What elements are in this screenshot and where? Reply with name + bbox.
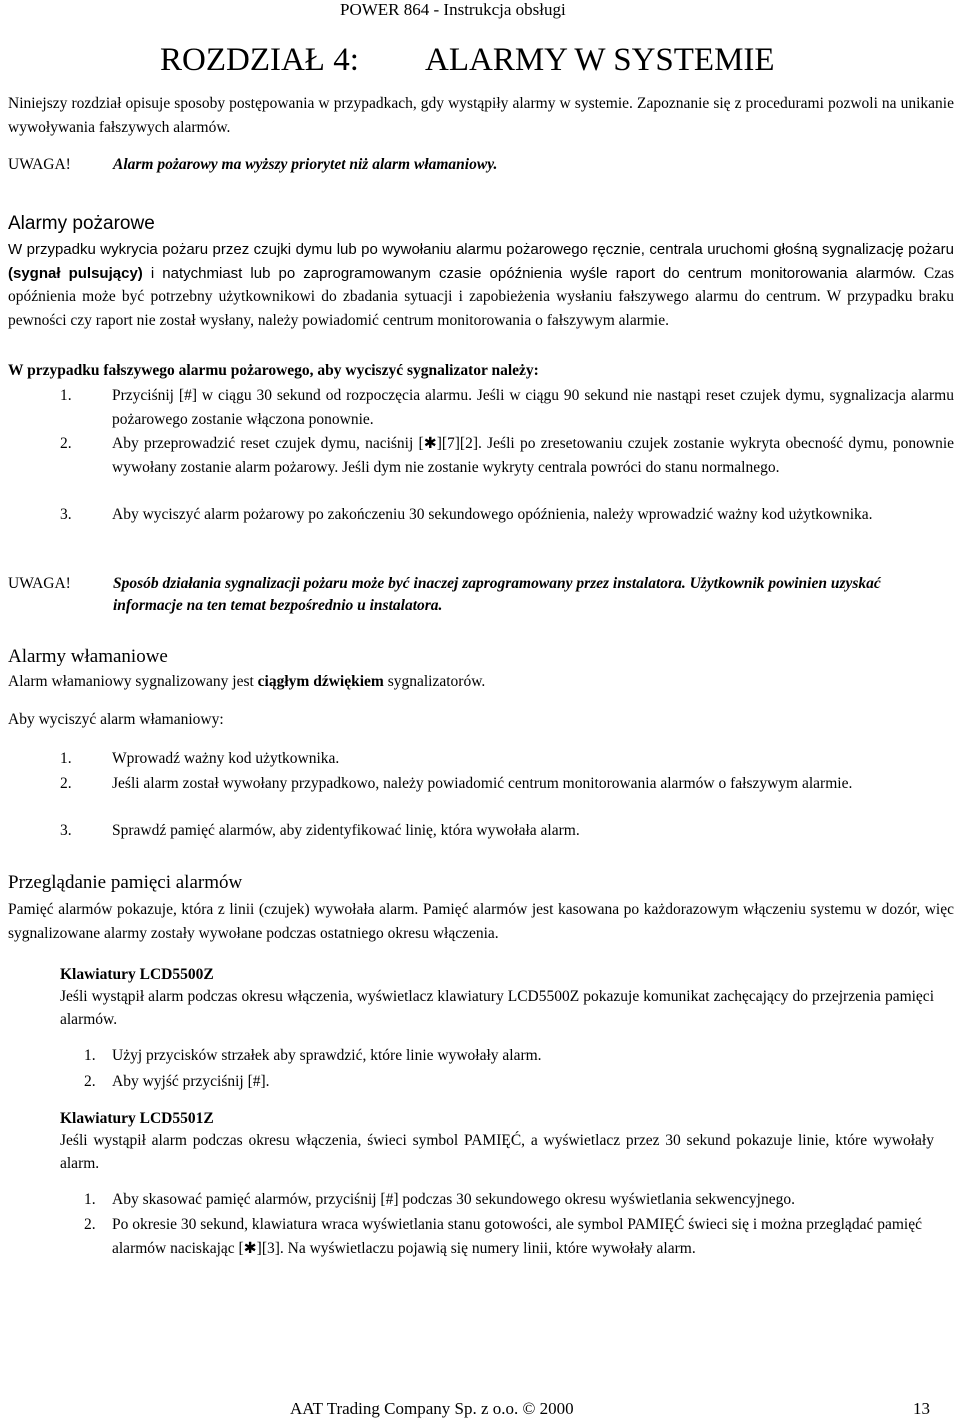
burglary-text-2: sygnalizatorów. bbox=[383, 673, 486, 690]
warning-text: Sposób działania sygnalizacji pożaru może być inaczej zaprogramowany przez instalatora. Użytkownik powinien uzyskać informacje na ten temat bezpośrednio u instalatora. bbox=[113, 575, 881, 614]
list-number: 3. bbox=[60, 506, 72, 523]
list-text: Przyciśnij [#] w ciągu 30 sekund od rozpoczęcia alarmu. Jeśli w ciągu 90 sekund nie nastąpi reset czujek dymu, sygnalizacja alarmu pożarowego zostanie włączona ponownie. bbox=[112, 387, 954, 428]
burglary-paragraph bbox=[8, 670, 954, 694]
list-number: 2. bbox=[60, 775, 72, 792]
burglary-text-bold: ciągłym dźwiękiem bbox=[257, 673, 384, 690]
subheading-lcd5501z: Klawiatury LCD5501Z bbox=[60, 1110, 214, 1127]
list-text: Aby przeprowadzić reset czujek dymu, naciśnij [✱][7][2]. Jeśli po zresetowaniu czujek zostanie wykryta obecność dymu, ponownie wywołany zostanie alarm pożarowy. Jeśli dym nie zostanie wykryty centrala powróci do stanu normalnego. bbox=[112, 435, 954, 476]
subheading-lcd5500z: Klawiatury LCD5500Z bbox=[60, 966, 214, 983]
list-number: 3. bbox=[60, 822, 72, 839]
list-text: Aby wyciszyć alarm pożarowy po zakończeniu 30 sekundowego opóźnienia, należy wprowadzić ważny kod użytkownika. bbox=[112, 506, 873, 523]
list-number: 2. bbox=[84, 1073, 96, 1090]
warning-tag: UWAGA! bbox=[8, 575, 71, 592]
chapter-number: ROZDZIAŁ 4: bbox=[160, 42, 359, 78]
list-number: 2. bbox=[60, 435, 72, 452]
lcd5501z-paragraph: Jeśli wystąpił alarm podczas okresu włączenia, świeci symbol PAMIĘĆ, a wyświetlacz przez 30 sekund pokazuje linie, które wywołały alarm. bbox=[60, 1132, 934, 1172]
list-number: 1. bbox=[84, 1047, 96, 1064]
fire-text-3: Czas opóźnienia może być potrzebny użytkownikowi do zbadania sytuacji i zapobieżenia wysłaniu fałszywego alarmu do centrum. W przypadku braku pewności czy raport nie został wysłany, należy powiadomić centrum monitorowania o fałszywym alarmie. bbox=[8, 264, 954, 329]
list-number: 1. bbox=[60, 750, 72, 767]
fire-text-1: W przypadku wykrycia pożaru przez czujki dymu lub po wywołaniu alarmu pożarowego ręcznie, centrala uruchomi głośną sygnalizację pożaru bbox=[8, 241, 954, 258]
burglary-text-1: Alarm włamaniowy sygnalizowany jest bbox=[8, 673, 258, 690]
warning-tag: UWAGA! bbox=[8, 156, 71, 173]
list-text: Aby wyjść przyciśnij [#]. bbox=[112, 1073, 270, 1090]
chapter-name: ALARMY W SYSTEMIE bbox=[425, 42, 775, 78]
list-text: Aby skasować pamięć alarmów, przyciśnij [#] podczas 30 sekundowego okresu wyświetlania sekwencyjnego. bbox=[112, 1191, 795, 1208]
list-text: Sprawdź pamięć alarmów, aby zidentyfikować linię, która wywołała alarm. bbox=[112, 822, 580, 839]
list-text: Użyj przycisków strzałek aby sprawdzić, które linie wywołały alarm. bbox=[112, 1047, 542, 1064]
running-header: POWER 864 - Instrukcja obsługi bbox=[340, 0, 566, 19]
lcd5500z-paragraph: Jeśli wystąpił alarm podczas okresu włączenia, wyświetlacz klawiatury LCD5500Z pokazuje komunikat zachęcający do przejrzenia pamięci alarmów. bbox=[60, 988, 934, 1028]
burglary-silence-text: Aby wyciszyć alarm włamaniowy: bbox=[8, 711, 224, 728]
section-heading-burglary: Alarmy włamaniowe bbox=[8, 646, 168, 667]
fire-text-bold: (sygnał pulsujący) bbox=[8, 264, 143, 282]
warning-text: Alarm pożarowy ma wyższy priorytet niż alarm włamaniowy. bbox=[113, 156, 498, 173]
section-heading-fire: Alarmy pożarowe bbox=[8, 213, 155, 234]
fire-paragraph bbox=[8, 238, 954, 332]
page-footer bbox=[290, 1398, 930, 1420]
false-alarm-heading: W przypadku fałszywego alarmu pożarowego, aby wyciszyć sygnalizator należy: bbox=[8, 362, 539, 379]
list-number: 1. bbox=[60, 387, 72, 404]
list-number: 2. bbox=[84, 1216, 96, 1233]
list-number: 1. bbox=[84, 1191, 96, 1208]
intro-paragraph: Niniejszy rozdział opisuje sposoby postępowania w przypadkach, gdy wystąpiły alarmy w systemie. Zapoznanie się z procedurami pozwoli na unikanie wywoływania fałszywych alarmów. bbox=[8, 95, 954, 136]
list-text: Jeśli alarm został wywołany przypadkowo, należy powiadomić centrum monitorowania alarmów o fałszywym alarmie. bbox=[112, 775, 853, 792]
footer-company: AAT Trading Company Sp. z o.o. © 2000 bbox=[290, 1399, 574, 1418]
memory-paragraph: Pamięć alarmów pokazuje, która z linii (czujek) wywołała alarm. Pamięć alarmów jest kasowana po każdorazowym włączeniu systemu w dozór, więc sygnalizowane alarmy zostały wywołane podczas ostatniego okresu włączenia. bbox=[8, 901, 954, 942]
list-text: Wprowadź ważny kod użytkownika. bbox=[112, 750, 340, 767]
chapter-title bbox=[160, 40, 775, 80]
fire-text-2: i natychmiast lub po zaprogramowanym czasie opóźnienia wyśle raport do centrum monitorowania alarmów. bbox=[142, 264, 916, 282]
list-text: Po okresie 30 sekund, klawiatura wraca wyświetlania stanu gotowości, ale symbol PAMIĘĆ świeci się i można przeglądać pamięć alarmów naciskając [✱][3]. Na wyświetlaczu pojawią się numery linii, które wywołały alarm. bbox=[112, 1216, 922, 1257]
page-number: 13 bbox=[913, 1399, 930, 1418]
section-heading-memory: Przeglądanie pamięci alarmów bbox=[8, 872, 243, 893]
